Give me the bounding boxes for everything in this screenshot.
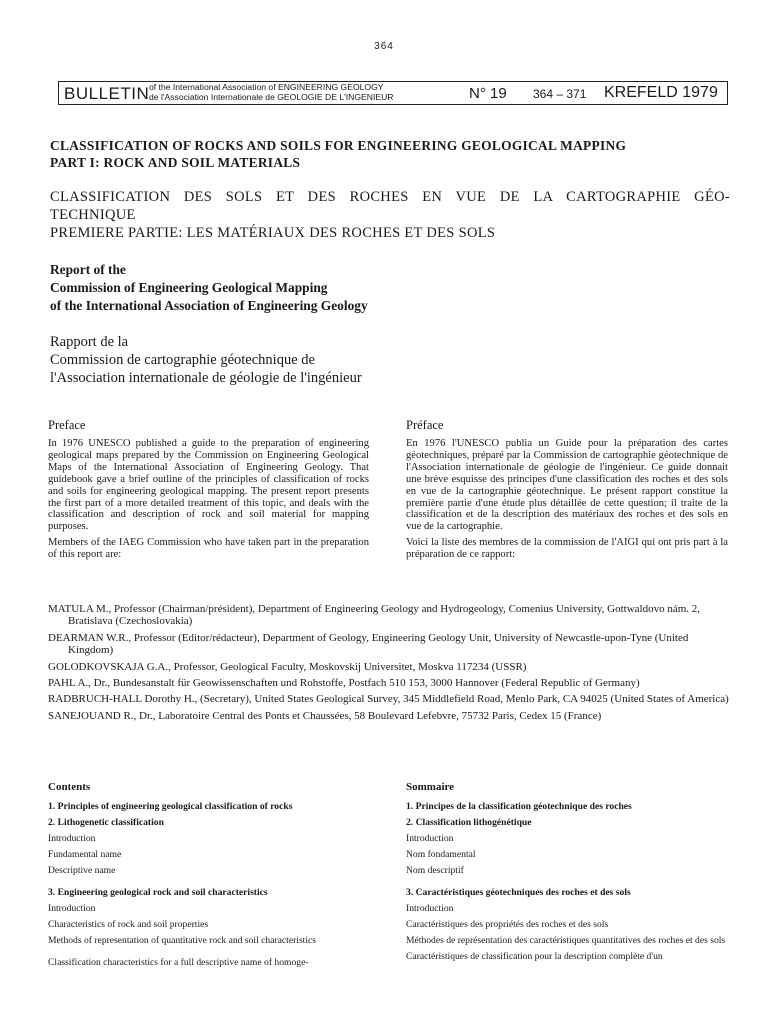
banner-bulletin-word: BULLETIN	[64, 84, 150, 103]
title-french-line-3: PREMIERE PARTIE: LES MATÉRIAUX DES ROCHES ET DES SOLS	[50, 225, 496, 241]
contents-entry: Nom fondamental	[406, 849, 476, 860]
report-heading-french	[50, 333, 362, 387]
member-entry: GOLODKOVSKAJA G.A., Professor, Geological Faculty, Moskovskij Universitet, Moskva 117234 (USSR)	[48, 660, 527, 673]
banner-issue-number: N° 19	[469, 85, 507, 102]
preface-english	[48, 418, 369, 565]
preface-english-heading: Preface	[48, 418, 86, 432]
contents-entry: Characteristics of rock and soil properties	[48, 919, 209, 930]
contents-entry: Methods of representation of quantitative rock and soil characteristics	[48, 935, 317, 946]
contents-entry: Fundamental name	[48, 849, 122, 860]
contents-entry: 2. Classification lithogénétique	[406, 817, 532, 828]
contents-entry: Nom descriptif	[406, 865, 464, 876]
member-entry: RADBRUCH-HALL Dorothy H., (Secretary), United States Geological Survey, 345 Middlefield Road, Menlo Park, CA 94025 (United States of America)	[48, 693, 729, 706]
title-english-line-2: PART I: ROCK AND SOIL MATERIALS	[50, 155, 301, 170]
report-en-line-2: Commission of Engineering Geological Mapping	[50, 280, 328, 295]
title-french-line-2: TECHNIQUE	[50, 207, 136, 223]
banner-association-name	[149, 82, 394, 102]
contents-english-heading: Contents	[48, 781, 91, 793]
member-entry: SANEJOUAND R., Dr., Laboratoire Central des Ponts et Chaussées, 58 Boulevard Lefebvre, 75732 Paris, Cedex 15 (France)	[48, 709, 602, 722]
contents-entry: Caractéristiques des propriétés des roches et des sols	[406, 919, 609, 930]
title-french-line-1: CLASSIFICATION DES SOLS ET DES ROCHES EN VUE DE LA CARTOGRAPHIE GÉO-	[50, 189, 730, 205]
report-en-line-3: of the International Association of Engineering Geology	[50, 298, 368, 313]
banner-page-range: 364 – 371	[533, 87, 587, 101]
contents-entry: Méthodes de représentation des caractéristiques quantitatives des roches et des sols	[406, 935, 726, 946]
report-fr-line-2: Commission de cartographie géotechnique de	[50, 352, 315, 368]
member-entry: PAHL A., Dr., Bundesanstalt für Geowissenschaften und Rohstoffe, Postfach 510 153, 3000 Hannover (Federal Republic of Germany)	[48, 677, 640, 690]
journal-banner	[58, 81, 728, 105]
banner-left-rule	[58, 82, 59, 104]
contents-entry: Introduction	[48, 903, 96, 914]
contents-entry: Introduction	[406, 833, 454, 844]
contents-french-heading: Sommaire	[406, 781, 455, 793]
report-en-line-1: Report of the	[50, 262, 126, 277]
preface-french	[406, 418, 728, 565]
member-entry: MATULA M., Professor (Chairman/président), Department of Engineering Geology and Hydrogeology, Comenius University, Gottwaldovo nám. 2, Bratislava (Czechoslovakia)	[48, 603, 701, 628]
page-number: 364	[374, 41, 394, 52]
contents-entry: Caractéristiques de classification pour la description complète d'un	[406, 951, 663, 962]
report-fr-line-3: l'Association internationale de géologie de l'ingénieur	[50, 370, 362, 386]
member-entry: DEARMAN W.R., Professor (Editor/rédacteur), Department of Geology, Engineering Geology Unit, University of Newcastle-upon-Tyne (United Kingdom)	[48, 631, 689, 657]
contents-entry: 3. Caractéristiques géotechniques des roches et des sols	[406, 887, 631, 898]
contents-entry: 1. Principes de la classification géotechnique des roches	[406, 801, 632, 812]
title-english-line-1: CLASSIFICATION OF ROCKS AND SOILS FOR ENGINEERING GEOLOGICAL MAPPING	[50, 138, 627, 153]
preface-english-paragraph-2: Members of the IAEG Commission who have taken part in the preparation of this report are:	[48, 537, 369, 561]
contents-entry: 3. Engineering geological rock and soil characteristics	[48, 887, 268, 898]
contents-french	[406, 781, 728, 967]
banner-association-en: of the International Association of ENGINEERING GEOLOGY	[149, 82, 384, 92]
banner-association-fr: de l'Association Internationale de GEOLOGIE DE L'INGENIEUR	[149, 92, 394, 102]
contents-english	[48, 781, 370, 973]
preface-french-paragraph-2: Voici la liste des membres de la commission de l'AIGI qui ont pris part à la préparation de ce rapport:	[406, 537, 728, 561]
title-french	[50, 188, 740, 242]
contents-entry: Classification characteristics for a full descriptive name of homoge-	[48, 957, 309, 968]
title-english	[50, 137, 626, 171]
banner-place-year: KREFELD 1979	[604, 84, 718, 101]
report-heading-english	[50, 261, 368, 315]
contents-entry: Introduction	[406, 903, 454, 914]
preface-english-paragraph-1: In 1976 UNESCO published a guide to the preparation of engineering geological maps prepared by the Commission on Engineering Geological Maps of the International Association of Engineering Geology. That guidebook gave a brief outline of the principles of classification of rocks and soils for engineering geological mapping. The present report presents the first part of a more detailed treatment of this topic, and deals with the classification and description of rock and soil material for mapping purposes.	[48, 438, 369, 533]
banner-right-rule	[727, 82, 728, 104]
preface-french-heading: Préface	[406, 418, 444, 432]
preface-french-paragraph-1: En 1976 l'UNESCO publia un Guide pour la préparation des cartes géotechniques, préparé par la Commission de cartographie géotechnique de l'Association internationale de géologie de l'ingénieur. Ce guide donnait une brève esquisse des principes d'une classification des roches et des sols en vue de la cartographie géotechnique. Le présent rapport constitue la première partie d'une étude plus détaillée de cette question; il traite de la classification et de la description des matériaux des roches et des sols en vue de la cartographie.	[406, 438, 728, 533]
contents-entry: 1. Principles of engineering geological classification of rocks	[48, 801, 293, 812]
commission-members-list	[48, 603, 732, 726]
contents-entry: Descriptive name	[48, 865, 116, 876]
report-fr-line-1: Rapport de la	[50, 334, 129, 350]
contents-entry: Introduction	[48, 833, 96, 844]
contents-entry: 2. Lithogenetic classification	[48, 817, 164, 828]
